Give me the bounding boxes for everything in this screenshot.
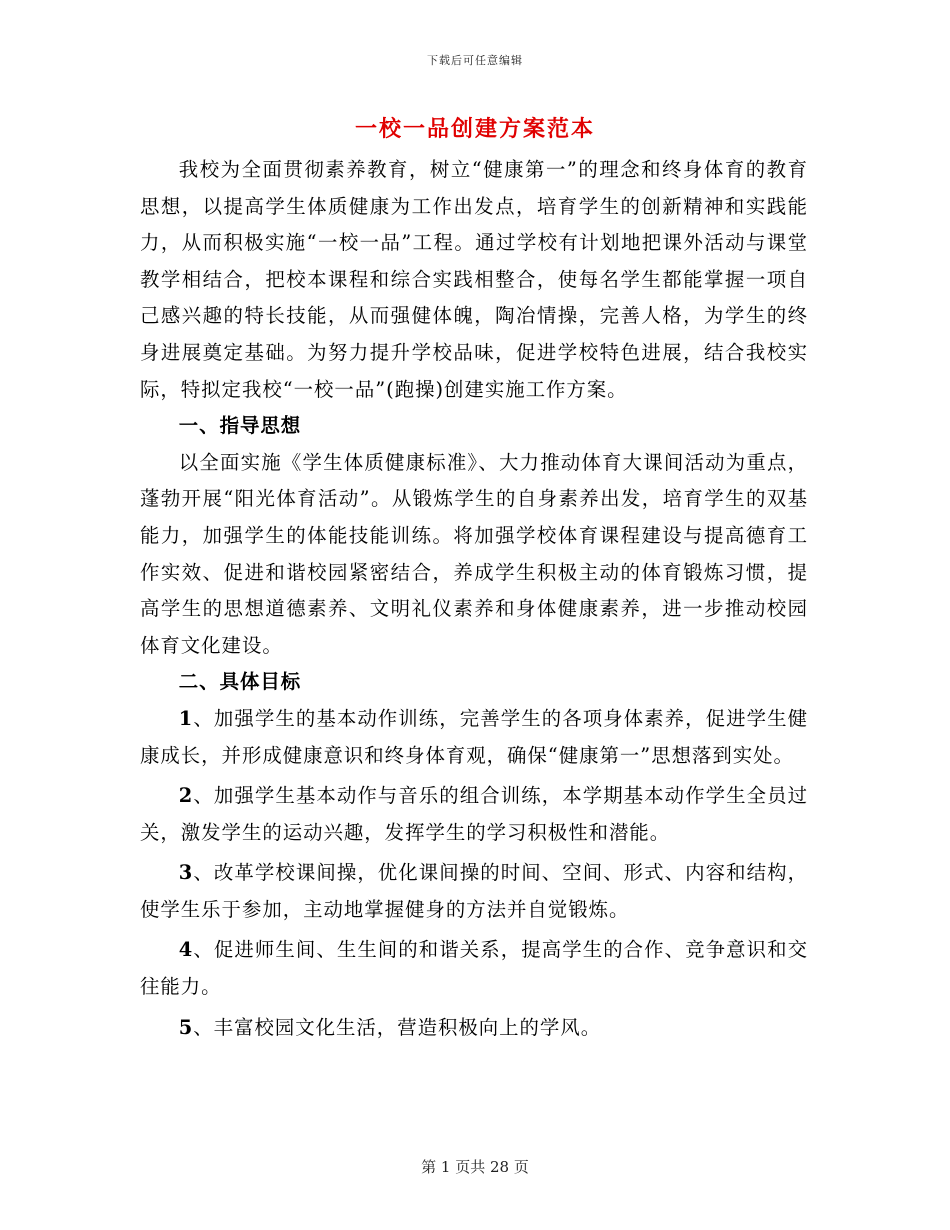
header-note: 下载后可任意编辑: [427, 54, 523, 67]
goal-text: 、加强学生基本动作与音乐的组合训练，本学期基本动作学生全员过关，激发学生的运动兴趣，发挥学生的学习积极性和潜能。: [140, 784, 808, 844]
section-heading-specific-goals: 二、具体目标: [178, 670, 302, 694]
intro-paragraph: 我校为全面贯彻素养教育，树立“健康第一”的理念和终身体育的教育思想，以提高学生体质健康为工作出发点，培育学生的创新精神和实践能力，从而积极实施“一校一品”工程。通过学校有计划地把课外活动与课堂教学相结合，把校本课程和综合实践相整合，使每名学生都能掌握一项自己感兴趣的特长技能，从而强健体魄，陶冶情操，完善人格，为学生的终身进展奠定基础。为努力提升学校品味，促进学校特色进展，结合我校实际，特拟定我校“一校一品”(跑操)创建实施工作方案。: [140, 158, 808, 401]
goal-item-5: [140, 1010, 808, 1047]
goal-text: 、改革学校课间操，优化课间操的时间、空间、形式、内容和结构，使学生乐于参加，主动地掌握健身的方法并自觉锻炼。: [140, 861, 808, 921]
goal-item-1: [140, 701, 808, 774]
goal-number: 4: [178, 938, 194, 962]
guiding-ideology-paragraph: 以全面实施《学生体质健康标准》、大力推动体育大课间活动为重点，蓬勃开展“阳光体育活动”。从锻炼学生的自身素养出发，培育学生的双基能力，加强学生的体能技能训练。将加强学校体育课程建设与提高德育工作实效、促进和谐校园紧密结合，养成学生积极主动的体育锻炼习惯，提高学生的思想道德素养、文明礼仪素养和身体健康素养，进一步推动校园体育文化建设。: [140, 450, 808, 657]
goal-item-3: [140, 855, 808, 928]
goal-number: 5: [178, 1015, 194, 1039]
document-body: [140, 152, 808, 1046]
goal-text: 、加强学生的基本动作训练，完善学生的各项身体素养，促进学生健康成长，并形成健康意识和终身体育观，确保“健康第一”思想落到实处。: [140, 706, 808, 767]
goal-item-2: [140, 778, 808, 851]
goal-text: 、丰富校园文化生活，营造积极向上的学风。: [193, 1015, 602, 1039]
document-title: 一校一品创建方案范本: [354, 116, 595, 142]
goal-number: 1: [178, 706, 194, 730]
goal-number: 2: [178, 784, 194, 808]
goal-number: 3: [178, 861, 194, 885]
page-number-footer: 第 1 页共 28 页: [421, 1158, 529, 1176]
section-heading-guiding-ideology: 一、指导思想: [178, 414, 302, 438]
goal-item-4: [140, 932, 808, 1005]
goal-text: 、促进师生间、生生间的和谐关系，提高学生的合作、竞争意识和交往能力。: [140, 938, 808, 999]
